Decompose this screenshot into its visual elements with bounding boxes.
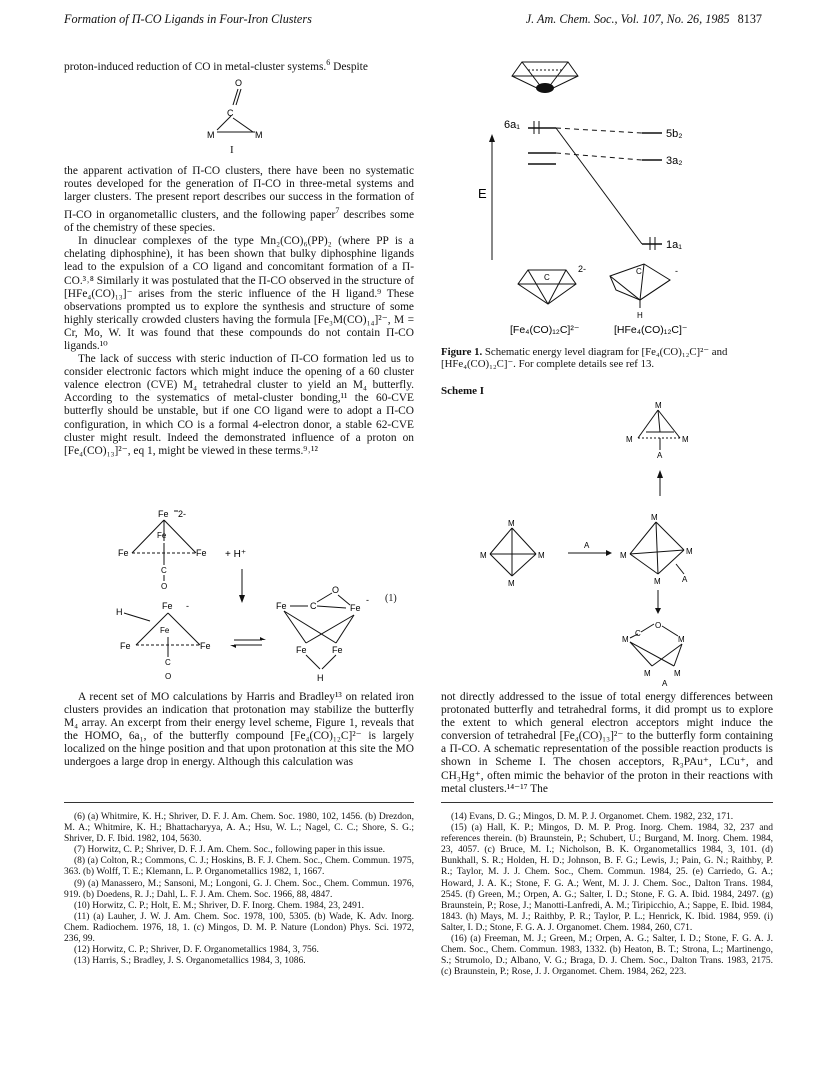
scheme-left-m-right: M xyxy=(538,551,545,560)
scheme-mid-m-top: M xyxy=(651,513,658,522)
scheme-mid-m-left: M xyxy=(620,551,627,560)
p1-ref: 6 xyxy=(326,58,331,67)
scheme-left-m-top: M xyxy=(508,519,515,528)
page-number: 8137 xyxy=(737,12,762,26)
structure-I-diagram xyxy=(195,74,285,154)
scheme-top-m-right: M xyxy=(682,435,689,444)
figure-1-diagram xyxy=(470,50,720,360)
running-header-journal xyxy=(526,12,762,27)
p2-tail: describes some of the chemistry of these species. xyxy=(64,209,415,235)
equation-number: (1) xyxy=(385,593,397,604)
eq-fe-bl-mid: Fe xyxy=(160,626,170,635)
p1-tail: Despite xyxy=(333,60,368,73)
eq-o-bf: O xyxy=(332,585,340,595)
ref-7: (7) Horwitz, C. P.; Shriver, D. F. J. Am. Chem. Soc., following paper in this issue. xyxy=(74,845,386,856)
scheme-arrow-acceptor: A xyxy=(584,541,590,550)
footnote-rule-left xyxy=(64,802,414,803)
left-paragraph-2 xyxy=(64,165,414,458)
figure-1-top-cluster xyxy=(512,62,578,93)
ref-10: (10) Horwitz, C. P.; Holt, E. M.; Shriver, D. F. Inorg. Chem. 1984, 23, 2491. xyxy=(74,900,365,911)
eq-charge-2: 2- xyxy=(178,509,187,519)
eq-fe-bl-top: Fe xyxy=(162,601,173,611)
figure-1-energy-axis: E xyxy=(478,186,487,201)
eq-c-bl: C xyxy=(165,658,171,667)
eq-o-bl: O xyxy=(165,672,172,681)
figure-1-caption-text: Schematic energy level diagram for [Fe₄(CO)₁₂C]²⁻ and [HFe₄(CO)₁₂C]⁻. For complete details see ref 13. xyxy=(441,346,728,371)
left-paragraph-3: In dinuclear complexes of the type Mn₂(CO)₆(PP)₂ (where PP is a chelating diphosphine), it has been shown that bulky diphosphine ligands lead to the expulsion of a CO ligand and concomitant formation of a Π-CO.³˒⁸ Similarly it was postulated that the Π-CO observed in the structure of [HFe₄(CO)₁₃]⁻ arises from the steric influence of the H ligand.⁹ These observations prompted us to explore the synthesis and structure of some highly sterically crowded clusters having the formula [Fe₃M(CO)₁₄]²⁻, M = Cr, Mo, W. It was found that these compounds do not contain Π-CO ligands.¹⁰ xyxy=(64,235,414,353)
ref-11: (11) (a) Lauher, J. W. J. Am. Chem. Soc. 1978, 100, 5305. (b) Wade, K. Adv. Inorg. Chem. Radiochem. 1976, 18, 1. (c) Mingos, D. M. P. Nature (London) Phys. Sci. 1972, 236, 99. xyxy=(64,911,414,945)
ref-15: (15) (a) Hall, K. P.; Mingos, D. M. P. Prog. Inorg. Chem. 1984, 32, 237 and references therein. (b) Braunstein, P.; Schubert, U.; Burgand, M. Inorg. Chem. 1984, 23, 4057. (c) Bruce, M. I.; Nicholson, B. K. Organometallics 1984, 3, 101. (d) Bunkhall, S. R.; Holden, H. D.; Johnson, B. F. G.; Lewis, J.; Pain, G. N.; Raithby, P. R.; Taylor, M. J. J. Chem. Soc., Chem. Commun. 1984, 25. (e) Carriedo, G. A.; Howard, J. A. K.; Stone, F. G. A.; Went, M. J. J. Chem. Soc., Dalton Trans. 1984, 2545. (f) Green, M.; Orpen, A. G.; Salter, I. D.; Stone, F. G. A. Ibid. 1984, 2497. (g) Braunstein, P.; Rose, J.; Manotti-Lanfredi, A. M.; Tiripicchio, A.; Sappe, E. Ibid. 1984, 1843. (h) Mays, M. J.; Raithby, P. R.; Taylor, P. L.; Henrick, K. Ibid. 1984, 959. (i) Salter, I. D.; Stone, F. G. A. J. Organomet. Chem. 1984, 260, C71. xyxy=(441,823,773,933)
scheme-I-label: Scheme I xyxy=(441,385,485,397)
eq-fe-bf-left: Fe xyxy=(276,601,287,611)
scheme-mid-m-right: M xyxy=(686,547,693,556)
struct-I-carbon: C xyxy=(227,108,234,118)
journal-citation: J. Am. Chem. Soc., Vol. 107, No. 26, 1985 xyxy=(525,12,730,26)
ref-16: (16) (a) Freeman, M. J.; Green, M.; Orpen, A. G.; Salter, I. D.; Stone, F. G. A. J. Chem. Soc., Chem. Commun. 1983, 1332. (b) Heaton, B. T.; Strona, L.; Martinengo, S.; Strumolo, D.; Albano, V. G.; Braga, D. J. Chem. Soc., Dalton Trans. 1983, 2175. (c) Braunstein, P.; Rose, J. J. Organomet. Chem. 1984, 262, 223. xyxy=(441,934,773,978)
scheme-bot-acceptor: A xyxy=(662,679,668,688)
scheme-bot-m-left: M xyxy=(622,635,629,644)
eq-h-bridge: H xyxy=(317,673,324,683)
ref-13: (13) Harris, S.; Bradley, J. S. Organometallics 1984, 3, 1086. xyxy=(74,956,306,967)
level-5b2: 5b₂ xyxy=(666,128,683,140)
figure-1-caption xyxy=(441,346,773,371)
eq-fe-bf-hinge-left: Fe xyxy=(296,645,307,655)
scheme-left-m-bottom: M xyxy=(508,579,515,588)
scheme-bottom-cluster xyxy=(622,621,685,688)
scheme-left-cluster xyxy=(480,519,545,588)
figure-1-formula-left: [Fe₄(CO)₁₂C]²⁻ xyxy=(510,324,580,336)
scheme-top-m-left: M xyxy=(626,435,633,444)
scheme-bot-carbon: C xyxy=(635,629,641,638)
ref-14: (14) Evans, D. G.; Mingos, D. M. P. J. Organomet. Chem. 1982, 232, 171. xyxy=(451,812,734,822)
fig1-charge-2: 2- xyxy=(578,264,587,274)
p2-text: the apparent activation of Π-CO clusters, there have been no systematic routes developed for the generation of Π-CO in three-metal systems and larger clusters. The present report describes our success in the formation of Π-CO in organometallic clusters, and the following paper xyxy=(64,165,414,222)
scheme-middle-cluster xyxy=(620,513,693,586)
scheme-bot-m-hinge-right: M xyxy=(674,669,681,678)
ref-6: (6) (a) Whitmire, K. H.; Shriver, D. F. J. Am. Chem. Soc. 1980, 102, 1456. (b) Drezdon, M. A.; Whitmire, K. H.; Bhattacharyya, A. A.; Hsu, W. L.; Nagel, C. C.; Shore, S. G.; Shriver, D. F. Ibid. 1982, 104, 5630. xyxy=(64,812,414,845)
equation-1-diagram xyxy=(110,505,390,685)
fig1-carbon-right: C xyxy=(636,267,642,276)
eq-fe-left: Fe xyxy=(118,548,129,558)
references-left xyxy=(64,812,414,967)
ref-8: (8) (a) Colton, R.; Commons, C. J.; Hoskins, B. F. J. Chem. Soc., Chem. Commun. 1975, 363. (b) Wolff, T. E.; Klemann, L. P. Organometallics 1982, 1, 1667. xyxy=(64,856,414,878)
scheme-top-cluster xyxy=(626,401,689,460)
figure-1-caption-label: Figure 1. xyxy=(441,346,483,358)
figure-1-cluster-right xyxy=(610,264,678,320)
footnote-rule-right xyxy=(441,802,773,803)
eq-fe-bf-hinge-right: Fe xyxy=(332,645,343,655)
left-paragraph-1 xyxy=(64,56,414,74)
eq-c-bf: C xyxy=(310,601,317,611)
struct-I-metal-left: M xyxy=(207,130,215,140)
level-6a1: 6a₁ xyxy=(504,119,520,131)
ref-12: (12) Horwitz, C. P.; Shriver, D. F. Organometallics 1984, 3, 756. xyxy=(74,945,319,956)
right-p1-text: not directly addressed to the issue of total energy differences between protonated butterfly and tetrahedral forms, it did prompt us to explore the extent to which general electron acceptors might induce the conversion of tetrahedral [Fe₄(CO)₁₃]²⁻ to the butterfly form containing a Π-CO. A schematic representation of the possible reaction products is shown in Scheme I. The chosen acceptors, R₃PAu⁺, LCu⁺, and CH₃Hg⁺, often mimic the behavior of the proton in their reactions with metal clusters.¹⁴⁻¹⁷ The xyxy=(441,691,773,795)
eq-fe-mid: Fe xyxy=(157,531,167,540)
scheme-top-m-apex: M xyxy=(655,401,662,410)
fig1-charge-1: - xyxy=(675,266,678,276)
scheme-I-diagram xyxy=(478,398,738,688)
figure-1-cluster-left xyxy=(518,264,586,304)
left-paragraph-5 xyxy=(64,691,414,770)
eq-charge-1a: - xyxy=(186,601,189,611)
eq-fe-top: Fe xyxy=(158,509,169,519)
eq-fe-bl-right: Fe xyxy=(200,641,211,651)
scheme-bot-m-right: M xyxy=(678,635,685,644)
eq-charge-1b: - xyxy=(366,595,369,605)
struct-I-oxygen: O xyxy=(235,78,243,88)
left-paragraph-4: The lack of success with steric induction of Π-CO formation led us to consider electronic factors which might induce the opening of a 60 cluster valence electron (CVE) M₄ tetrahedral cluster to yield an M₄ butterfly. According to the systematics of metal-cluster bonding,¹¹ the 60-CVE butterfly should be unstable, but if one CO ligand were to adopt a Π-CO configuration, in which CO is a formal 4-electron donor, a stable 62-CVE cluster might result. Indeed the demonstrated influence of a proton on [Fe₄(CO)₁₃]²⁻, eq 1, might be viewed in these terms.⁹˒¹² xyxy=(64,353,414,457)
fig1-carbon-left: C xyxy=(544,273,550,282)
p5-text: A recent set of MO calculations by Harris and Bradley¹³ on related iron clusters provides an indication that protonation may stabilize the butterfly M₄ array. An excerpt from their energy level scheme, Figure 1, reveals that the HOMO, 6a₁, of the butterfly compound [Fe₄(CO)₁₂C]²⁻ is largely localized on the hinge position and that upon protonation at this site the MO undergoes a large drop in energy. Although this calculation was xyxy=(64,691,414,769)
eq-o-top: O xyxy=(161,582,168,591)
struct-I-metal-right: M xyxy=(255,130,263,140)
scheme-bot-m-hinge-left: M xyxy=(644,669,651,678)
eq-plus-proton: + H⁺ xyxy=(225,549,247,560)
scheme-bot-oxygen: O xyxy=(655,621,662,630)
eq-fe-bl-left: Fe xyxy=(120,641,131,651)
p2-ref: 7 xyxy=(335,206,340,216)
running-header-title: Formation of Π-CO Ligands in Four-Iron Clusters xyxy=(64,12,312,26)
level-1a1: 1a₁ xyxy=(666,239,682,251)
eq-fe-right: Fe xyxy=(196,548,207,558)
figure-1-formula-right: [HFe₄(CO)₁₂C]⁻ xyxy=(614,324,688,336)
p1-text: proton-induced reduction of CO in metal-cluster systems. xyxy=(64,60,327,73)
eq-h-left: H xyxy=(116,607,123,617)
fig1-hydrogen: H xyxy=(637,311,643,320)
scheme-mid-acceptor: A xyxy=(682,575,688,584)
ref-9: (9) (a) Manassero, M.; Sansoni, M.; Longoni, G. J. Chem. Soc., Chem. Commun. 1976, 919. (b) Doedens, R. J.; Dahl, L. F. J. Am. Chem. Soc. 1966, 88, 4847. xyxy=(64,878,414,900)
structure-I-label: I xyxy=(230,144,234,156)
scheme-top-acceptor: A xyxy=(657,451,663,460)
eq-fe-bf-right: Fe xyxy=(350,603,361,613)
references-right xyxy=(441,812,773,978)
eq-c-top: C xyxy=(161,566,167,575)
level-3a2: 3a₂ xyxy=(666,155,683,167)
scheme-left-m-left: M xyxy=(480,551,487,560)
right-paragraph-1 xyxy=(441,691,773,796)
scheme-mid-m-bottom: M xyxy=(654,577,661,586)
